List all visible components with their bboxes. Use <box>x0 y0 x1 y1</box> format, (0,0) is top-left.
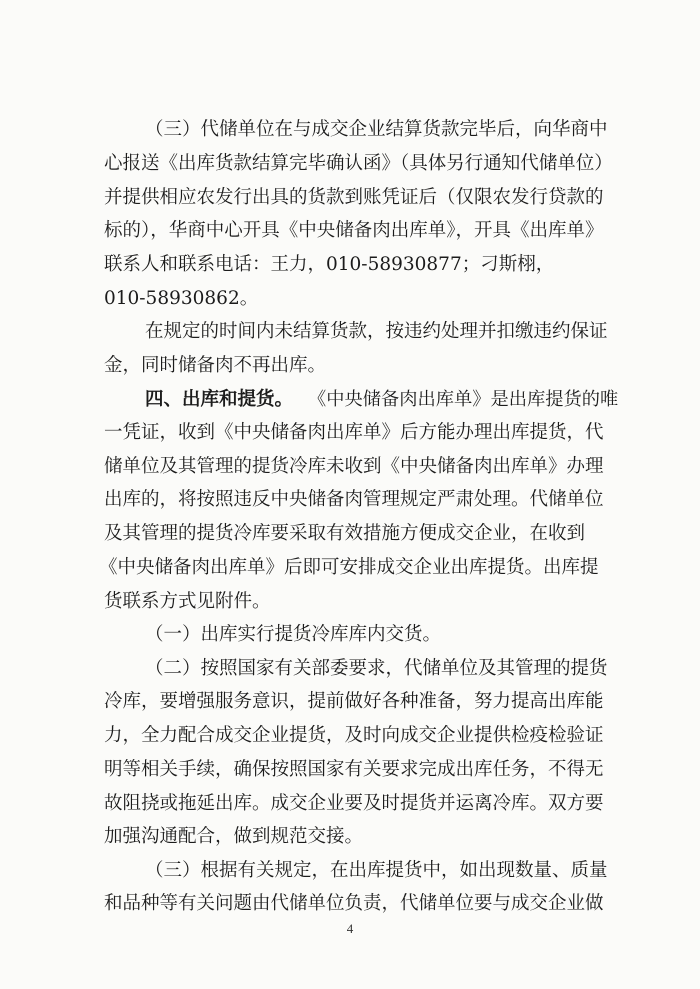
text-line: 故阻挠或拖延出库。成交企业要及时提货并运离冷库。双方要 <box>104 793 604 814</box>
text-line: 明等相关手续，确保按照国家有关要求完成出库任务，不得无 <box>104 759 604 780</box>
text-line: 《中央储备肉出库单》是出库提货的唯 <box>308 389 619 410</box>
text-line: 和品种等有关问题由代储单位负责，代储单位要与成交企业做 <box>104 893 604 914</box>
text-line: 心报送《出库货款结算完毕确认函》（具体另行通知代储单位） <box>104 153 613 174</box>
text-line: （二）按照国家有关部委要求，代储单位及其管理的提货 <box>145 658 608 679</box>
text-line: （三）根据有关规定，在出库提货中，如出现数量、质量 <box>145 860 608 881</box>
text-line: 在规定的时间内未结算货款，按违约处理并扣缴违约保证 <box>145 321 608 342</box>
text-line: 010-58930862。 <box>104 288 259 309</box>
text-line: 联系人和联系电话：王力，010-58930877；刁斯栩， <box>104 254 555 275</box>
text-line: 储单位及其管理的提货冷库未收到《中央储备肉出库单》办理 <box>104 456 604 477</box>
text-line: 金，同时储备肉不再出库。 <box>104 355 327 376</box>
text-line: 力，全力配合成交企业提货，及时向成交企业提供检疫检验证 <box>104 725 604 746</box>
text-line: （一）出库实行提货冷库库内交货。 <box>145 624 442 645</box>
text-line: 标的），华商中心开具《中央储备肉出库单》，开具《出库单》 <box>104 220 604 241</box>
text-line: 货联系方式见附件。 <box>104 591 271 612</box>
text-line: 出库的，将按照违反中央储备肉管理规定严肃处理。代储单位 <box>104 489 604 510</box>
text-line: 一凭证，收到《中央储备肉出库单》后方能办理出库提货，代 <box>104 422 604 443</box>
text-line: 冷库，要增强服务意识，提前做好各种准备，努力提高出库能 <box>104 691 604 712</box>
text-line: 及其管理的提货冷库要采取有效措施方便成交企业，在收到 <box>104 523 586 544</box>
text-line: 《中央储备肉出库单》后即可安排成交企业出库提货。出库提 <box>99 557 599 578</box>
text-line: （三）代储单位在与成交企业结算货款完毕后，向华商中 <box>145 119 608 140</box>
text-line: 加强沟通配合，做到规范交接。 <box>104 826 364 847</box>
text-line: 并提供相应农发行出具的货款到账凭证后（仅限农发行贷款的 <box>104 187 604 208</box>
section-heading: 四、出库和提货。 <box>145 389 294 410</box>
page-number: 4 <box>346 921 354 936</box>
